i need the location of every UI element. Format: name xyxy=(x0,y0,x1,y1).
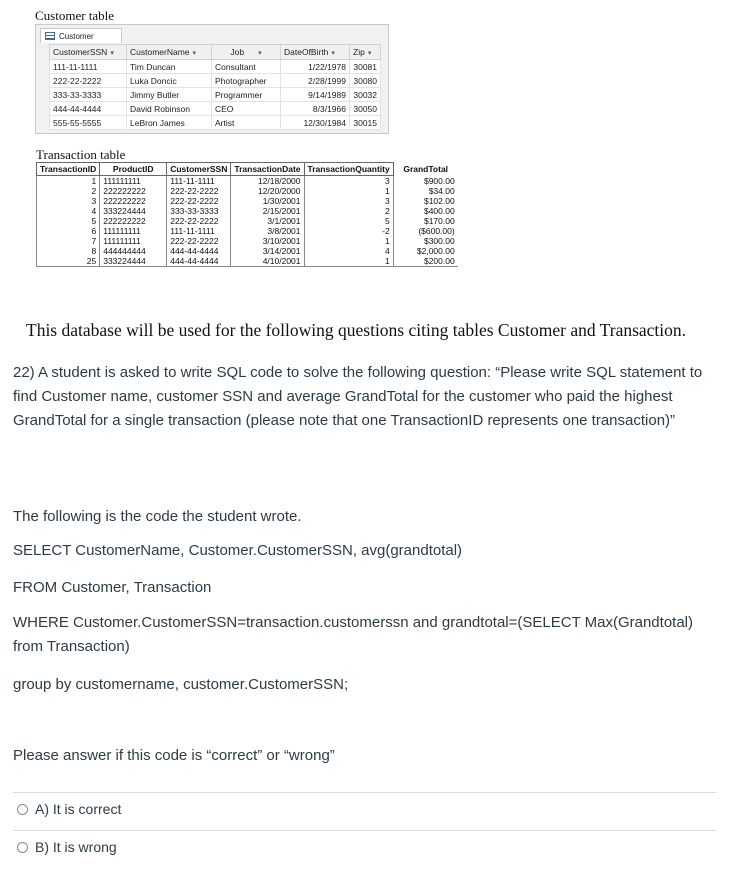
table-cell: $200.00 xyxy=(393,256,458,267)
table-cell: $900.00 xyxy=(393,176,458,187)
code-line-from: FROM Customer, Transaction xyxy=(13,579,212,596)
col-header-customerssn: CustomerSSN ▾ xyxy=(50,45,127,60)
table-cell: Photographer xyxy=(212,74,281,88)
customer-tab-label: Customer xyxy=(59,31,94,41)
table-row xyxy=(37,216,458,226)
table-cell: 8/3/1966 xyxy=(281,102,350,116)
divider xyxy=(13,792,717,793)
table-cell: $34.00 xyxy=(393,186,458,196)
table-row xyxy=(37,236,458,246)
table-row xyxy=(37,256,458,267)
table-cell: 12/30/1984 xyxy=(281,116,350,130)
col-header-productid: ProductID xyxy=(100,163,167,176)
option-a[interactable] xyxy=(17,801,121,817)
table-cell: Tim Duncan xyxy=(127,60,212,74)
code-line-where: WHERE Customer.CustomerSSN=transaction.customerssn and grandtotal=(SELECT Max(Grandtotal) from Transaction) xyxy=(13,614,693,655)
table-cell: 111111111 xyxy=(100,176,167,187)
table-cell: David Robinson xyxy=(127,102,212,116)
table-cell: 5 xyxy=(304,216,393,226)
question-text: 22) A student is asked to write SQL code to solve the following question: “Please write SQL statement to find Customer name, customer SSN and average GrandTotal for the customer who paid the highest GrandTotal for a single transaction (please note that one TransactionID represents one transaction)” xyxy=(13,364,703,429)
table-cell: 555-55-5555 xyxy=(50,116,127,130)
table-cell: 3 xyxy=(37,196,100,206)
table-cell: 9/14/1989 xyxy=(281,88,350,102)
table-cell: 5 xyxy=(37,216,100,226)
radio-button-a[interactable] xyxy=(17,804,28,815)
table-cell: 444-44-4444 xyxy=(50,102,127,116)
table-cell: 222222222 xyxy=(100,186,167,196)
table-cell: 30032 xyxy=(350,88,381,102)
table-cell: 3 xyxy=(304,196,393,206)
table-cell: 2 xyxy=(304,206,393,216)
table-cell: 222-22-2222 xyxy=(167,216,231,226)
table-row xyxy=(37,196,458,206)
table-cell: 2/15/2001 xyxy=(231,206,304,216)
table-cell: Luka Doncic xyxy=(127,74,212,88)
table-cell: 4 xyxy=(37,206,100,216)
customer-tab xyxy=(40,28,122,43)
option-b-label: B) It is wrong xyxy=(35,839,117,855)
table-cell: 30080 xyxy=(350,74,381,88)
table-cell: 111-11-1111 xyxy=(50,60,127,74)
col-header-zip: Zip ▾ xyxy=(350,45,381,60)
table-cell: 4/10/2001 xyxy=(231,256,304,267)
code-line-group-by: group by customername, customer.CustomerSSN; xyxy=(13,676,349,693)
table-cell: 333-33-3333 xyxy=(167,206,231,216)
table-cell: 30081 xyxy=(350,60,381,74)
table-row xyxy=(37,186,458,196)
answer-prompt: Please answer if this code is “correct” or “wrong” xyxy=(13,747,335,764)
table-cell: Consultant xyxy=(212,60,281,74)
table-cell: 25 xyxy=(37,256,100,267)
table-cell: 222-22-2222 xyxy=(167,196,231,206)
table-cell: 2/28/1999 xyxy=(281,74,350,88)
table-cell: 111-11-1111 xyxy=(167,226,231,236)
table-cell: 4 xyxy=(304,246,393,256)
table-cell: 222-22-2222 xyxy=(167,186,231,196)
table-icon xyxy=(45,32,55,40)
col-header-transactionid: TransactionID xyxy=(37,163,100,176)
table-cell: 30050 xyxy=(350,102,381,116)
table-cell: 2 xyxy=(37,186,100,196)
table-cell: 444444444 xyxy=(100,246,167,256)
col-header-dateofbirth: DateOfBirth ▾ xyxy=(281,45,350,60)
divider xyxy=(13,830,717,831)
dropdown-icon: ▾ xyxy=(192,50,197,57)
table-cell: 222222222 xyxy=(100,216,167,226)
table-cell: 111-11-1111 xyxy=(167,176,231,187)
table-row xyxy=(50,88,381,102)
table-cell: Programmer xyxy=(212,88,281,102)
table-cell: 222222222 xyxy=(100,196,167,206)
customer-table-caption: Customer table xyxy=(35,8,115,23)
col-header-customername: CustomerName ▾ xyxy=(127,45,212,60)
intro-text: This database will be used for the following questions citing tables Customer and Transaction. xyxy=(26,320,687,340)
radio-button-b[interactable] xyxy=(17,842,28,853)
table-row xyxy=(37,226,458,236)
col-header-grandtotal: GrandTotal xyxy=(393,163,458,176)
table-cell: 444-44-4444 xyxy=(167,256,231,267)
table-cell: 111111111 xyxy=(100,236,167,246)
table-cell: $2,000.00 xyxy=(393,246,458,256)
table-cell: Artist xyxy=(212,116,281,130)
option-b[interactable] xyxy=(17,839,117,855)
table-cell: 8 xyxy=(37,246,100,256)
table-row xyxy=(37,206,458,216)
table-cell: 111111111 xyxy=(100,226,167,236)
col-header-job: Job ▾ xyxy=(212,45,281,60)
table-cell: 1 xyxy=(304,236,393,246)
table-row xyxy=(37,176,458,187)
dropdown-icon: ▾ xyxy=(258,50,262,57)
dropdown-icon: ▾ xyxy=(367,50,372,57)
table-cell: 222-22-2222 xyxy=(167,236,231,246)
table-cell: $400.00 xyxy=(393,206,458,216)
table-cell: Jimmy Butler xyxy=(127,88,212,102)
table-cell: 444-44-4444 xyxy=(167,246,231,256)
table-row xyxy=(37,246,458,256)
table-cell: 333-33-3333 xyxy=(50,88,127,102)
table-row xyxy=(50,60,381,74)
table-cell: 3 xyxy=(304,176,393,187)
table-cell: $102.00 xyxy=(393,196,458,206)
table-cell: 333224444 xyxy=(100,256,167,267)
code-line-select: SELECT CustomerName, Customer.CustomerSSN, avg(grandtotal) xyxy=(13,542,463,559)
option-a-label: A) It is correct xyxy=(35,801,122,817)
table-cell: 3/1/2001 xyxy=(231,216,304,226)
customer-table xyxy=(49,44,381,130)
table-cell: 333224444 xyxy=(100,206,167,216)
col-header-transactiondate: TransactionDate xyxy=(231,163,304,176)
table-row xyxy=(50,116,381,130)
table-cell: 30015 xyxy=(350,116,381,130)
table-cell: 12/20/2000 xyxy=(231,186,304,196)
table-cell: 12/18/2000 xyxy=(231,176,304,187)
col-header-transactionquantity: TransactionQuantity xyxy=(304,163,393,176)
table-row xyxy=(50,74,381,88)
table-cell: LeBron James xyxy=(127,116,212,130)
table-cell: $300.00 xyxy=(393,236,458,246)
col-header-customerssn: CustomerSSN xyxy=(167,163,231,176)
table-cell: 1/30/2001 xyxy=(231,196,304,206)
table-cell: 3/8/2001 xyxy=(231,226,304,236)
table-cell: -2 xyxy=(304,226,393,236)
table-cell: 6 xyxy=(37,226,100,236)
dropdown-icon: ▾ xyxy=(110,50,114,57)
table-cell: 1 xyxy=(304,186,393,196)
code-intro: The following is the code the student wrote. xyxy=(13,508,302,525)
table-cell: CEO xyxy=(212,102,281,116)
table-cell: 1 xyxy=(37,176,100,187)
table-cell: 7 xyxy=(37,236,100,246)
table-cell: 3/10/2001 xyxy=(231,236,304,246)
dropdown-icon: ▾ xyxy=(331,50,335,57)
table-row xyxy=(50,102,381,116)
transaction-table xyxy=(36,162,458,267)
table-cell: $170.00 xyxy=(393,216,458,226)
table-cell: ($600.00) xyxy=(393,226,458,236)
table-cell: 1/22/1978 xyxy=(281,60,350,74)
table-cell: 3/14/2001 xyxy=(231,246,304,256)
table-cell: 1 xyxy=(304,256,393,267)
transaction-table-caption: Transaction table xyxy=(36,147,126,162)
table-cell: 222-22-2222 xyxy=(50,74,127,88)
